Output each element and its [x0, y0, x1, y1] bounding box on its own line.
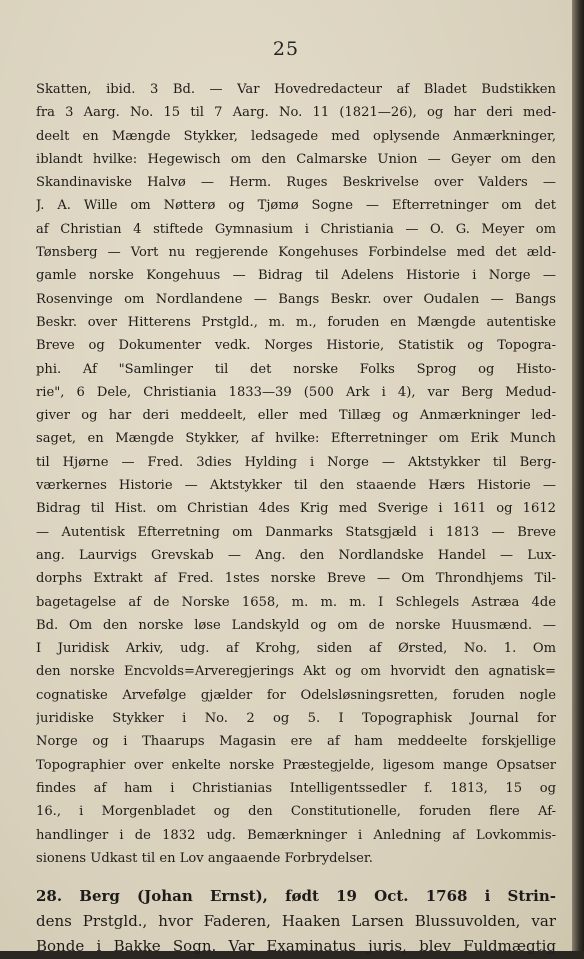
text-line: giver og har deri meddeelt, eller med Tillæg og Anmærkninger led-: [36, 408, 556, 424]
text-line: gamle norske Kongehuus — Bidrag til Adelens Historie i Norge —: [36, 268, 556, 284]
text-line: den norske Encvolds=Arveregjerings Akt og om hvorvidt den agnatisk=: [36, 664, 556, 680]
text-line: iblandt hvilke: Hegewisch om den Calmarske Union — Geyer om den: [36, 151, 556, 167]
text-line: juridiske Stykker i No. 2 og 5. I Topographisk Journal for: [36, 711, 556, 727]
text-line: bagetagelse af de Norske 1658, m. m. m. I Schlegels Astræa 4de: [36, 594, 556, 610]
text-line: dens Prstgld., hvor Faderen, Haaken Larsen Blussuvolden, var: [36, 912, 556, 931]
text-line: I Juridisk Arkiv, udg. af Krohg, siden af Ørsted, No. 1. Om: [36, 641, 556, 657]
text-line: — Autentisk Efterretning om Danmarks Statsgjæld i 1813 — Breve: [36, 524, 556, 540]
text-line: deelt en Mængde Stykker, ledsagede med oplysende Anmærkninger,: [36, 128, 556, 144]
text-line: ang. Laurvigs Grevskab — Ang. den Nordlandske Handel — Lux-: [36, 547, 556, 563]
text-line: Skandinaviske Halvø — Herm. Ruges Beskrivelse over Valders —: [36, 175, 556, 191]
text-line: fra 3 Aarg. No. 15 til 7 Aarg. No. 11 (1821—26), og har deri med-: [36, 105, 556, 121]
text-line: Skatten, ibid. 3 Bd. — Var Hovedredacteur af Bladet Budstikken: [36, 82, 556, 97]
text-line: saget, en Mængde Stykker, af hvilke: Efterretninger om Erik Munch: [36, 431, 556, 447]
text-line: Bidrag til Hist. om Christian 4des Krig med Sverige i 1611 og 1612: [36, 501, 556, 517]
paragraph-2-entry-28: [36, 884, 556, 959]
text-line: cognatiske Arvefølge gjælder for Odelsløsningsretten, foruden nogle: [36, 687, 556, 703]
text-line: 16., i Morgenbladet og den Constitutionelle, foruden flere Af-: [36, 804, 556, 820]
text-line: handlinger i de 1832 udg. Bemærkninger i Anledning af Lovkommis-: [36, 827, 556, 843]
text-line: findes af ham i Christianias Intelligentssedler f. 1813, 15 og: [36, 780, 556, 796]
text-line: værkernes Historie — Aktstykker til den staaende Hærs Historie —: [36, 478, 556, 494]
text-line: af Christian 4 stiftede Gymnasium i Christiania — O. G. Meyer om: [36, 221, 556, 237]
text-line: J. A. Wille om Nøtterø og Tjømø Sogne — Efterretninger om det: [36, 198, 556, 214]
text-line: til Hjørne — Fred. 3dies Hylding i Norge — Aktstykker til Berg-: [36, 454, 556, 470]
body-text: [36, 78, 556, 959]
text-line: Beskr. over Hitterens Prstgld., m. m., foruden en Mængde autentiske: [36, 314, 556, 330]
page-number: 25: [272, 38, 300, 60]
text-line: Breve og Dokumenter vedk. Norges Historie, Statistik og Topogra-: [36, 338, 556, 354]
text-line: Bonde i Bakke Sogn. Var Examinatus juris, blev Fuldmægtig: [36, 937, 556, 956]
text-line: Norge og i Thaarups Magasin ere af ham meddeelte forskjellige: [36, 734, 556, 750]
book-edge-shadow: [572, 0, 584, 951]
text-line: 28. Berg (Johan Ernst), født 19 Oct. 1768 i Strin-: [36, 887, 556, 906]
text-line: Tønsberg — Vort nu regjerende Kongehuses Forbindelse med det æld-: [36, 245, 556, 261]
text-line: Bd. Om den norske løse Landskyld og om de norske Huusmænd. —: [36, 617, 556, 633]
text-line: rie", 6 Dele, Christiania 1833—39 (500 Ark i 4), var Berg Medud-: [36, 384, 556, 400]
text-line: phi. Af "Samlinger til det norske Folks Sprog og Histo-: [36, 361, 556, 377]
text-line: dorphs Extrakt af Fred. 1stes norske Breve — Om Throndhjems Til-: [36, 571, 556, 587]
text-line: sionens Udkast til en Lov angaaende Forbrydelser.: [36, 850, 373, 866]
text-line: Rosenvinge om Nordlandene — Bangs Beskr. over Oudalen — Bangs: [36, 291, 556, 307]
paragraph-1: [36, 78, 556, 870]
text-line: Topographier over enkelte norske Præstegjelde, ligesom mange Opsatser: [36, 757, 556, 773]
